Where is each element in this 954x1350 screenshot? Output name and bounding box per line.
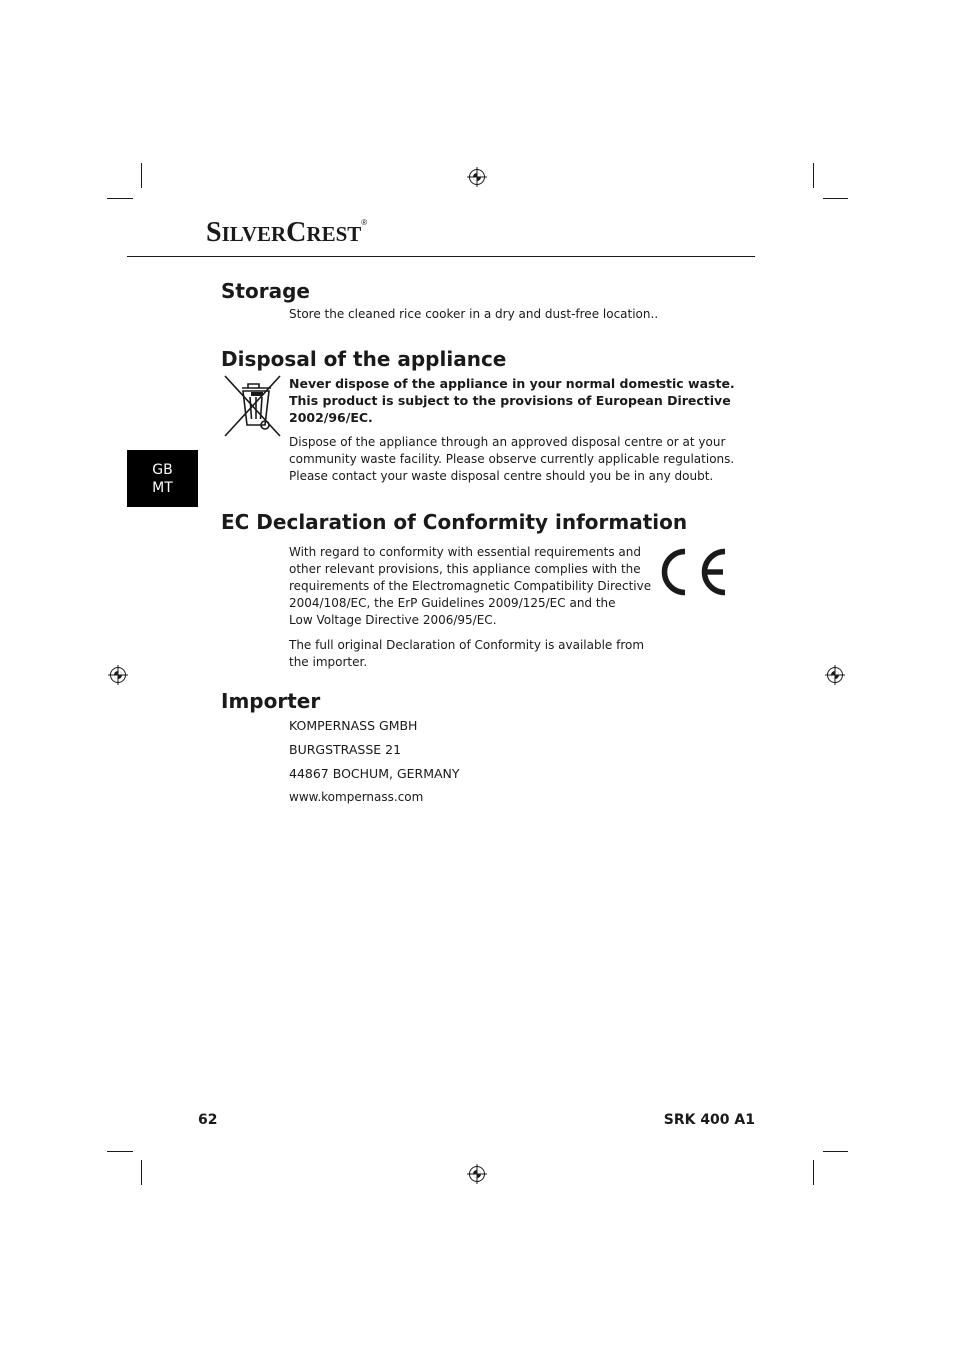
language-code: MT: [152, 479, 173, 496]
importer-heading: Importer: [221, 689, 321, 713]
disposal-heading: Disposal of the appliance: [221, 347, 507, 371]
crop-mark: [813, 1160, 814, 1185]
crop-mark: [823, 1151, 848, 1152]
crop-mark: [823, 198, 848, 199]
importer-city: 44867 BOCHUM, GERMANY: [289, 766, 460, 781]
storage-heading: Storage: [221, 279, 310, 303]
registration-mark-icon: [108, 665, 128, 685]
language-code: GB: [152, 461, 173, 478]
language-tab: [127, 450, 198, 507]
crop-mark: [141, 1160, 142, 1185]
crop-mark: [107, 1151, 133, 1152]
ec-text: With regard to conformity with essential requirements and other relevant provisions, this appliance complies with the requirements of the Electromagnetic Compatibility Directive 2004/108/EC, the ErP Guidelines 2009/125/EC and the Low Voltage Directive 2006/95/EC.: [289, 545, 652, 627]
ec-text-2: The full original Declaration of Conformity is available from the importer.: [289, 638, 645, 669]
crop-mark: [813, 163, 814, 188]
importer-street: BURGSTRASSE 21: [289, 742, 402, 757]
disposal-text: Dispose of the appliance through an approved disposal centre or at your community waste facility. Please observe currently applicable regulations. Please contact your waste disposal centre should you be in any doubt.: [289, 435, 735, 483]
registration-mark-icon: [825, 665, 845, 685]
ce-mark-icon: [657, 547, 729, 597]
registration-mark-icon: [467, 1164, 487, 1184]
importer-website: www.kompernass.com: [289, 790, 424, 804]
ec-heading: EC Declaration of Conformity information: [221, 510, 688, 534]
disposal-warning: Never dispose of the appliance in your normal domestic waste. This product is subject to the provisions of European Directive 2002/96/EC.: [289, 376, 735, 425]
brand-logo: SILVERCREST®: [206, 217, 368, 248]
crop-mark: [107, 198, 133, 199]
registration-mark-icon: [467, 167, 487, 187]
crop-mark: [141, 163, 142, 188]
model-number: SRK 400 A1: [663, 1112, 755, 1128]
registered-mark: ®: [361, 218, 368, 227]
page-number: 62: [198, 1112, 218, 1128]
crossed-out-wheelie-bin-icon: [222, 373, 286, 439]
header-rule: [127, 256, 755, 257]
storage-text: Store the cleaned rice cooker in a dry and dust-free location..: [289, 307, 659, 321]
importer-company: KOMPERNASS GMBH: [289, 718, 418, 733]
